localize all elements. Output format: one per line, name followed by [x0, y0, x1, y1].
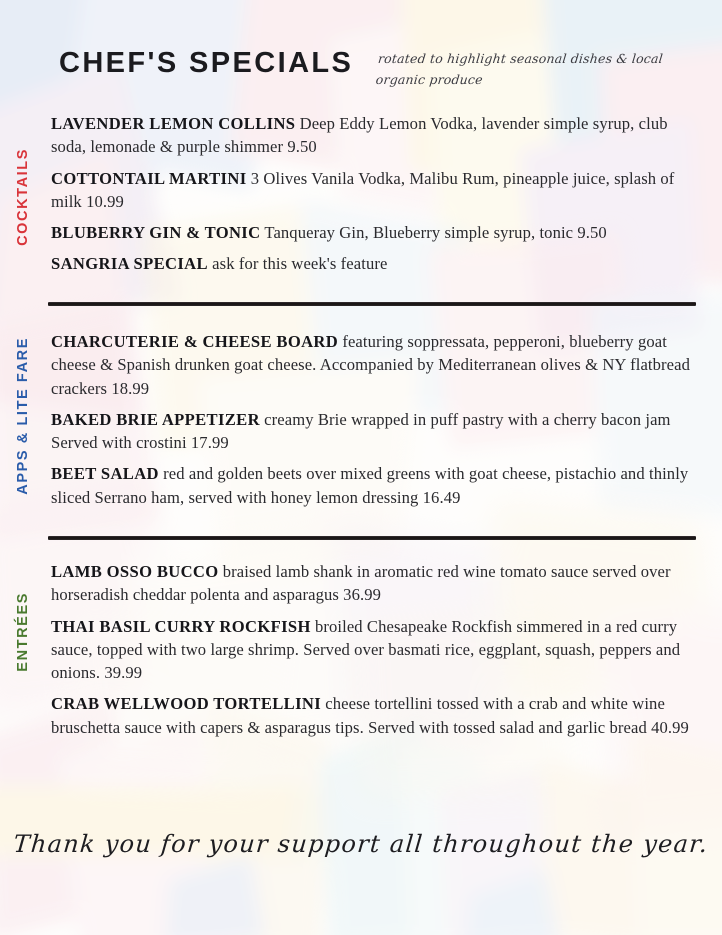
menu-item-name: BEET SALAD [51, 464, 159, 484]
menu-item-name: LAMB OSSO BUCCO [51, 562, 219, 581]
section-divider [48, 302, 696, 306]
menu-item-description: braised lamb shank in aromatic red wine tomato sauce served over horseradish cheddar polenta and asparagus 36.99 [51, 562, 671, 605]
menu-item-name: SANGRIA SPECIAL [51, 254, 208, 274]
menu-item-description: 3 Olives Vanila Vodka, Malibu Rum, pineapple juice, splash of milk 10.99 [51, 168, 675, 211]
menu-item-name: LAVENDER LEMON COLLINS [51, 114, 296, 133]
section-items-apps-lite-fare [51, 330, 696, 509]
menu-item-description: Tanqueray Gin, Blueberry simple syrup, tonic 9.50 [260, 223, 607, 243]
section-label-entrees [0, 552, 46, 712]
menu-header [0, 0, 722, 100]
menu-item [51, 408, 696, 455]
menu-item [51, 330, 696, 400]
menu-item-description: red and golden beets over mixed greens with goat cheese, pistachio and thinly sliced Serrano ham, served with honey lemon dressing 16.49 [51, 464, 689, 507]
menu-item [51, 221, 696, 244]
menu-item [51, 560, 696, 607]
menu-item-description: Deep Eddy Lemon Vodka, lavender simple syrup, club soda, lemonade & purple shimmer 9.50 [51, 114, 668, 157]
menu-item-description: broiled Chesapeake Rockfish simmered in a red curry sauce, topped with two large shrimp. Served over basmati rice, eggplant, squash, peppers and onions. 39.99 [51, 616, 681, 683]
section-items-cocktails [51, 112, 696, 276]
menu-item-name: CRAB WELLWOOD TORTELLINI [51, 694, 322, 714]
section-label-text: COCKTAILS [14, 148, 31, 246]
menu-item-name: BAKED BRIE APPETIZER [51, 409, 260, 429]
menu-item [51, 112, 696, 159]
menu-item-name: CHARCUTERIE & CHEESE BOARD [51, 332, 339, 351]
menu-item-name: COTTONTAIL MARTINI [51, 168, 247, 188]
menu-item [51, 615, 696, 685]
page-title: CHEF'S SPECIALS [59, 47, 354, 79]
menu-item [51, 252, 696, 275]
section-label-text: ENTRÉES [14, 592, 31, 672]
section-label-apps-lite-fare [0, 308, 46, 523]
menu-item [51, 462, 696, 509]
menu-subtitle: rotated to highlight seasonal dishes & local organic produce [375, 51, 664, 87]
section-label-text: APPS & LITE FARE [14, 336, 31, 495]
section-label-cocktails [0, 112, 46, 282]
menu-item-name: BLUBERRY GIN & TONIC [51, 223, 261, 243]
footer-note: Thank you for your support all throughout the year. [12, 830, 710, 858]
menu-item-name: THAI BASIL CURRY ROCKFISH [51, 616, 311, 636]
menu-item-description: featuring soppressata, pepperoni, blueberry goat cheese & Spanish drunken goat cheese. Accompanied by Mediterranean olives & NY flatbread crackers 18.99 [51, 332, 690, 398]
section-items-entrees [51, 560, 696, 739]
menu-item [51, 167, 696, 214]
menu-item [51, 692, 696, 739]
section-divider [48, 536, 696, 540]
menu-item-description: creamy Brie wrapped in puff pastry with a cherry bacon jam Served with crostini 17.99 [51, 409, 671, 453]
menu-item-description: cheese tortellini tossed with a crab and white wine bruschetta sauce with capers & asparagus tips. Served with tossed salad and garlic bread 40.99 [51, 694, 689, 737]
menu-item-description: ask for this week's feature [207, 254, 388, 274]
